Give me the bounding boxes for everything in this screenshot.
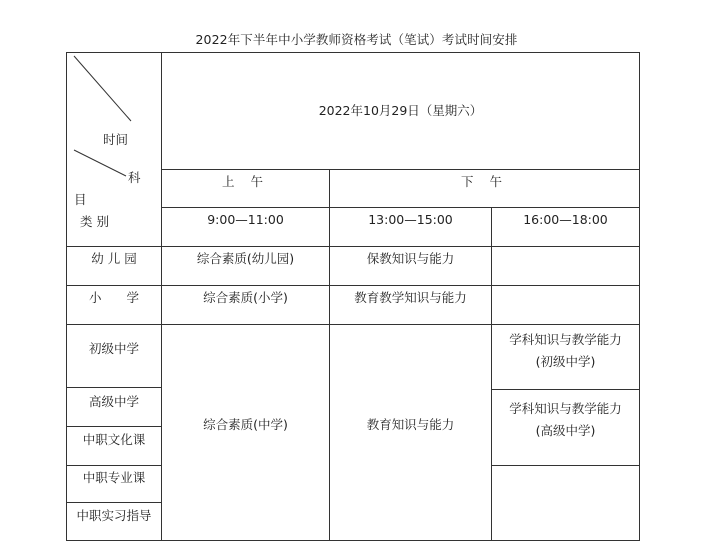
- category-kindergarten: 幼 儿 园: [91, 251, 137, 266]
- junior-high-subject-3: [492, 325, 639, 377]
- category-vocational-culture: 中职文化课: [82, 432, 146, 447]
- category-vocational-major: 中职专业课: [82, 470, 146, 485]
- secondary-subject-1: 综合素质(中学): [203, 417, 288, 432]
- header-time-label: 时间: [103, 132, 129, 147]
- senior-high-subject-3: [492, 394, 639, 446]
- header-subject-mu-label: 目: [74, 192, 87, 207]
- kindergarten-subject-2: 保教知识与能力: [366, 251, 455, 266]
- category-vocational-practice: 中职实习指导: [76, 508, 152, 523]
- kindergarten-subject-1: 综合素质(幼儿园): [196, 251, 295, 266]
- date-header: 2022年10月29日（星期六）: [318, 103, 483, 118]
- category-senior-high: 高级中学: [88, 394, 139, 409]
- junior-high-subject-3-line2: (初级中学): [535, 354, 596, 369]
- header-category-label: 类 别: [80, 214, 109, 229]
- page-title: 2022年下半年中小学教师资格考试（笔试）考试时间安排: [195, 32, 518, 47]
- primary-subject-1: 综合素质(小学): [203, 290, 288, 305]
- morning-header: 上 午: [222, 174, 269, 189]
- header-diagonal-lower: [74, 150, 126, 176]
- secondary-subject-2: 教育知识与能力: [366, 417, 455, 432]
- primary-subject-2: 教育教学知识与能力: [354, 290, 467, 305]
- time-slot-1: 9:00—11:00: [207, 212, 284, 227]
- senior-high-subject-3-line2: (高级中学): [535, 423, 596, 438]
- senior-high-subject-3-line1: 学科知识与教学能力: [509, 401, 622, 416]
- category-primary: 小 学: [88, 290, 139, 305]
- time-slot-2: 13:00—15:00: [368, 212, 453, 227]
- junior-high-subject-3-line1: 学科知识与教学能力: [509, 332, 622, 347]
- afternoon-header: 下 午: [461, 174, 508, 189]
- category-junior-high: 初级中学: [88, 341, 139, 356]
- header-subject-ke-label: 科: [128, 170, 141, 185]
- header-diagonal-upper: [74, 56, 131, 121]
- time-slot-3: 16:00—18:00: [523, 212, 608, 227]
